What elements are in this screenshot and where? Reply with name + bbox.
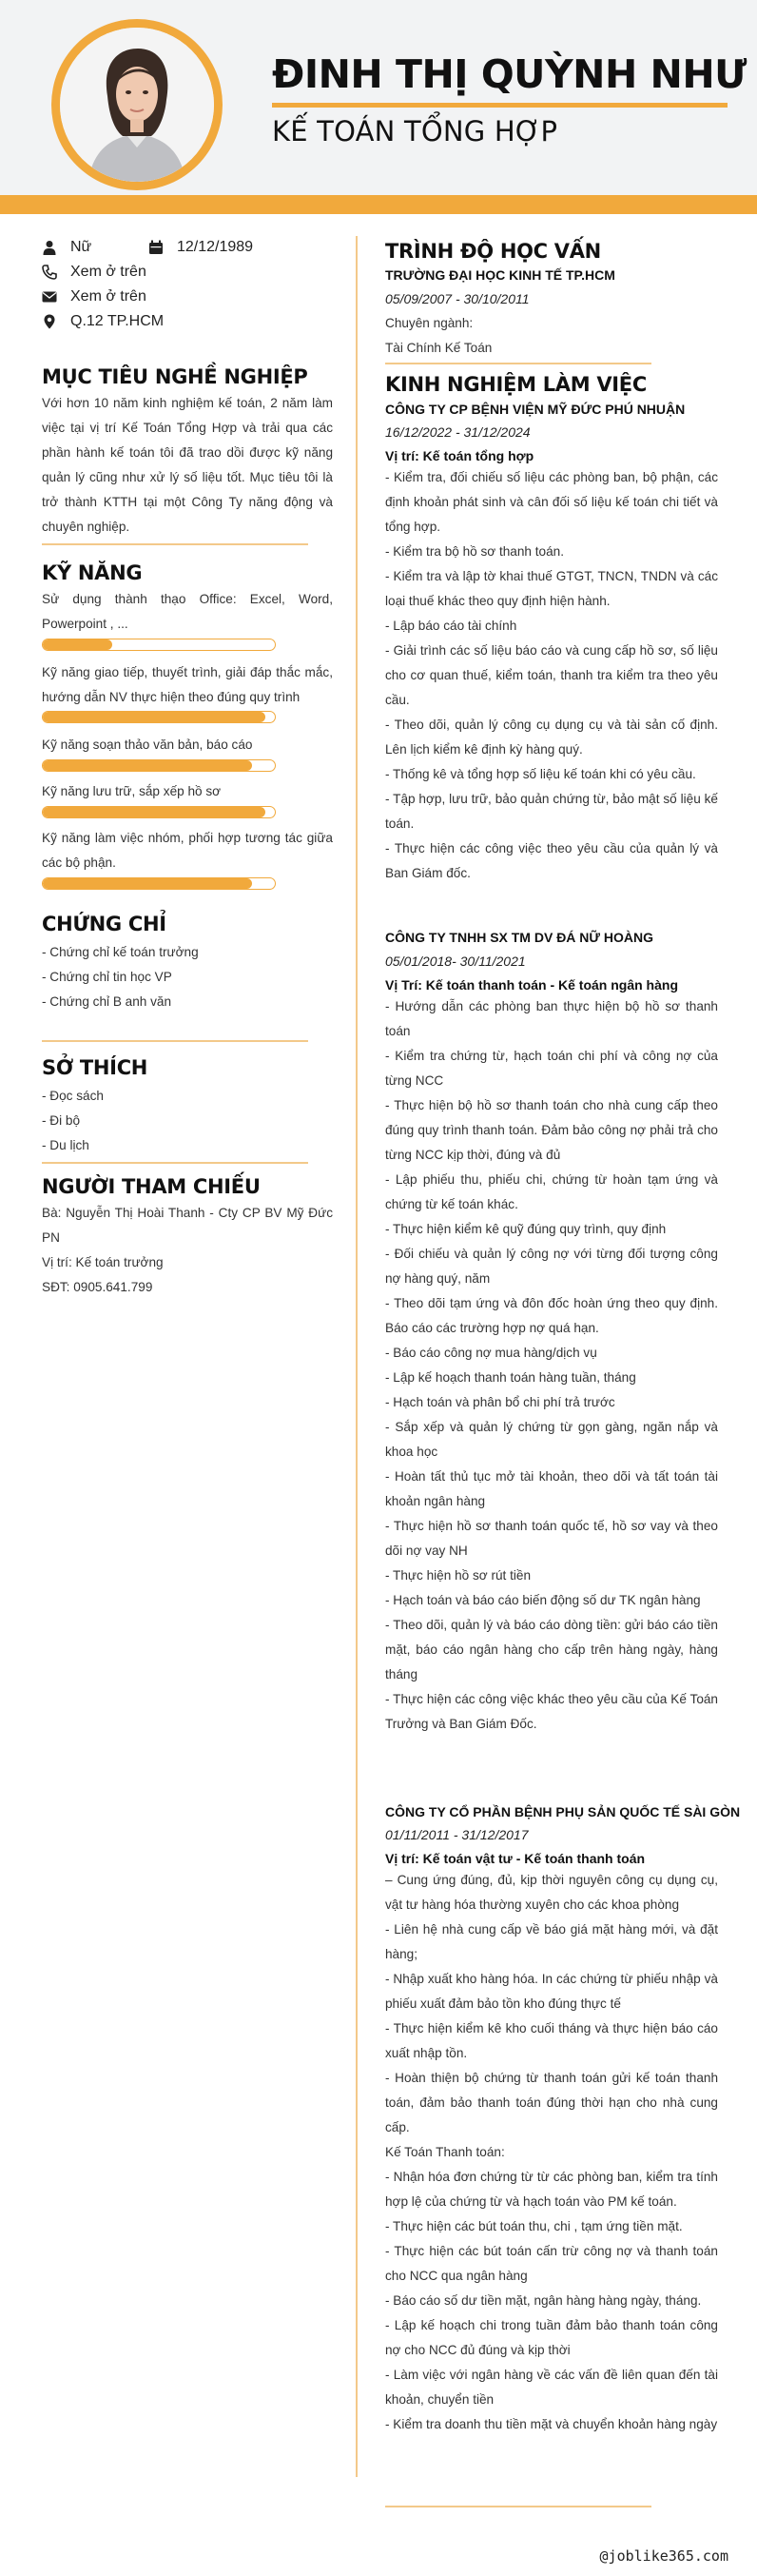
email-value: Xem ở trên (70, 288, 146, 305)
duty-item: Kế Toán Thanh toán: (385, 2145, 505, 2159)
duty-item: - Lập kế hoạch thanh toán hàng tuần, tháng (385, 1370, 636, 1385)
duty-item: - Thống kê và tổng hợp số liệu kế toán khi có yêu cầu. (385, 767, 696, 781)
job-dates: 16/12/2022 - 31/12/2024 (385, 424, 531, 440)
skill-label: Kỹ năng làm việc nhóm, phối hợp tương tác giữa các bộ phận. (42, 831, 333, 870)
duty-item: - Thực hiện các công việc theo yêu cầu của quản lý và Ban Giám đốc. (385, 841, 718, 880)
duty-item: - Thực hiện hồ sơ rút tiền (385, 1568, 532, 1583)
skill-label: Kỹ năng giao tiếp, thuyết trình, giải đáp thắc mắc, hướng dẫn NV thực hiện theo đúng quy trình (42, 665, 333, 704)
duty-item: - Kiểm tra bộ hồ sơ thanh toán. (385, 544, 565, 559)
duty-item: - Thực hiện hồ sơ thanh toán quốc tế, hồ sơ vay và theo dõi nợ vay NH (385, 1519, 718, 1558)
education-school: TRƯỜNG ĐẠI HỌC KINH TẾ TP.HCM (385, 267, 615, 283)
phone-row (42, 261, 146, 284)
duty-item: - Thực hiện các bút toán thu, chi , tạm ứng tiền mặt. (385, 2219, 683, 2233)
avatar (60, 28, 214, 182)
user-icon (42, 240, 57, 255)
skills-title: KỸ NĂNG (42, 561, 143, 584)
certificates-title: CHỨNG CHỈ (42, 913, 166, 935)
certificates-divider (42, 1040, 308, 1042)
skill-label: Sử dụng thành thạo Office: Excel, Word, Powerpoint , ... (42, 592, 333, 631)
education-dates: 05/09/2007 - 30/10/2011 (385, 291, 530, 306)
job-position: Vị trí: Kế toán tổng hợp (385, 448, 534, 463)
list-item: - Đi bộ (42, 1113, 81, 1128)
duty-item: - Lập phiếu thu, phiếu chi, chứng từ hoàn tạm ứng và chứng từ kế toán khác. (385, 1172, 718, 1211)
gender-row (42, 236, 91, 259)
duty-item: - Hướng dẫn các phòng ban thực hiện bộ hồ sơ thanh toán (385, 999, 718, 1038)
objective-text: Với hơn 10 năm kinh nghiệm kế toán, 2 năm làm việc tại vị trí Kế Toán Tổng Hợp và trải qua các phần hành kế toán tôi đã trao dồi được kỹ năng quản lý cũng như xử lý số liệu tốt. Mục tiêu tôi là trở thành KTTH tại một Công Ty năng động và chuyên nghiệp. (42, 396, 333, 534)
job-position: Vị trí: Kế toán vật tư - Kế toán thanh toán (385, 1851, 646, 1866)
education-major: Tài Chính Kế Toán (385, 341, 493, 355)
hobbies-title: SỞ THÍCH (42, 1056, 148, 1079)
duty-item: - Tập hợp, lưu trữ, bảo quản chứng từ, bảo mật số liệu kế toán. (385, 792, 718, 831)
phone-value: Xem ở trên (70, 264, 146, 280)
avatar-frame (51, 19, 223, 190)
phone-icon (42, 265, 57, 280)
duty-item: - Đối chiếu và quản lý công nợ với từng đối tượng công nợ hàng quý, năm (385, 1247, 718, 1286)
job-position: Vị Trí: Kế toán thanh toán - Kế toán ngân hàng (385, 977, 678, 993)
skill-bar-fill (43, 807, 265, 817)
reference-person: Bà: Nguyễn Thị Hoài Thanh - Cty CP BV Mỹ Đức PN (42, 1206, 333, 1245)
duty-item: - Lập kế hoạch chi trong tuần đảm bảo thanh toán công nợ cho NCC đủ đúng và kịp thời (385, 2318, 718, 2357)
header-accent-bar (0, 195, 757, 214)
job-duties (385, 1868, 718, 2437)
education-divider (385, 363, 651, 364)
duty-item: – Cung ứng đúng, đủ, kịp thời nguyên công cụ dụng cụ, vật tư hàng hóa thường xuyên cho các khoa phòng (385, 1873, 718, 1912)
duty-item: - Kiểm tra, đối chiếu số liệu các phòng ban, bộ phận, các định khoản phát sinh và cân đối số liệu kế toán chi tiết và tổng hợp. (385, 470, 718, 534)
candidate-job-title: KẾ TOÁN TỔNG HỢP (272, 115, 558, 147)
references-title: NGƯỜI THAM CHIẾU (42, 1175, 261, 1198)
experience-divider (385, 2506, 651, 2507)
job-dates: 01/11/2011 - 31/12/2017 (385, 1827, 529, 1842)
duty-item: - Nhập xuất kho hàng hóa. In các chứng từ phiếu nhập và phiếu xuất đảm bảo tồn kho đúng thực tế (385, 1972, 718, 2011)
location-icon (42, 314, 57, 329)
birthday-row (148, 236, 253, 259)
duty-item: - Thực hiện các công việc khác theo yêu cầu của Kế Toán Trưởng và Ban Giám Đốc. (385, 1692, 718, 1731)
duty-item: - Theo dõi, quản lý và báo cáo dòng tiền: gửi báo cáo tiền mặt, báo cáo ngân hàng cho cấp trên hàng ngày, hàng tháng (385, 1618, 718, 1681)
skill-bar-fill (43, 639, 112, 650)
name-underline (272, 103, 728, 108)
duty-item: - Nhận hóa đơn chứng từ từ các phòng ban, kiểm tra tính hợp lệ của chứng từ và hạch toán vào PM kế toán. (385, 2170, 718, 2209)
duty-item: - Liên hệ nhà cung cấp về báo giá mặt hàng mới, và đặt hàng; (385, 1922, 718, 1961)
job-duties (385, 994, 718, 1737)
skill-bar-fill (43, 760, 252, 771)
duty-item: - Báo cáo công nợ mua hàng/dịch vụ (385, 1346, 597, 1360)
duty-item: - Theo dõi tạm ứng và đôn đốc hoàn ứng theo quy định. Báo cáo các trường hợp nợ quá hạn. (385, 1296, 718, 1335)
skill-bar (42, 806, 276, 818)
candidate-name: ĐINH THỊ QUỲNH NHƯ (272, 51, 747, 97)
list-item: - Chứng chỉ tin học VP (42, 970, 172, 984)
skill-label: Kỹ năng soạn thảo văn bản, báo cáo (42, 737, 253, 752)
skill-bar (42, 639, 276, 651)
skill-bar (42, 877, 276, 890)
skill-bar-fill (43, 878, 252, 889)
duty-item: - Làm việc với ngân hàng về các vấn đề liên quan đến tài khoản, chuyển tiền (385, 2368, 718, 2407)
duty-item: - Giải trình các số liệu báo cáo và cung cấp hồ sơ, số liệu cho cơ quan thuế, kiểm toán, thanh tra kiểm tra theo yêu cầu. (385, 643, 718, 707)
footer-watermark: @joblike365.com (599, 2547, 728, 2565)
skill-bar-fill (43, 712, 265, 722)
email-icon (42, 289, 57, 305)
duty-item: - Thực hiện bộ hồ sơ thanh toán cho nhà cung cấp theo đúng quy trình thanh toán. Đảm bảo công nợ phải trả cho từng NCC kịp thời, đúng và đủ (385, 1098, 718, 1162)
duty-item: - Kiểm tra và lập tờ khai thuế GTGT, TNCN, TNDN và các loại thuế khác theo quy định hiện hành. (385, 569, 718, 608)
hobbies-divider (42, 1162, 308, 1164)
job-duties (385, 465, 718, 886)
duty-item: - Hạch toán và phân bổ chi phí trả trước (385, 1395, 615, 1409)
calendar-icon (148, 240, 164, 255)
objective-title: MỤC TIÊU NGHỀ NGHIỆP (42, 365, 308, 388)
job-dates: 05/01/2018- 30/11/2021 (385, 954, 526, 969)
duty-item: - Lập báo cáo tài chính (385, 619, 517, 633)
column-divider (356, 236, 358, 2477)
duty-item: - Thực hiện các bút toán cấn trừ công nợ và thanh toán cho NCC qua ngân hàng (385, 2244, 718, 2283)
skill-bar (42, 711, 276, 723)
email-row (42, 285, 146, 308)
experience-title: KINH NGHIỆM LÀM VIỆC (385, 373, 647, 396)
birthday-value: 12/12/1989 (177, 239, 254, 255)
list-item: - Chứng chỉ B anh văn (42, 994, 172, 1009)
reference-position: Vị trí: Kế toán trưởng (42, 1255, 164, 1269)
duty-item: - Kiểm tra doanh thu tiền mặt và chuyển khoản hàng ngày (385, 2417, 718, 2431)
list-item: - Du lịch (42, 1138, 89, 1152)
duty-item: - Sắp xếp và quản lý chứng từ gọn gàng, ngăn nắp và khoa học (385, 1420, 718, 1459)
skill-bar (42, 759, 276, 772)
duty-item: - Thực hiện kiểm kê quỹ đúng quy trình, quy định (385, 1222, 667, 1236)
duty-item: - Báo cáo số dư tiền mặt, ngân hàng hàng ngày, tháng. (385, 2293, 702, 2308)
address-value: Q.12 TP.HCM (70, 313, 165, 329)
reference-phone: SĐT: 0905.641.799 (42, 1280, 153, 1294)
duty-item: - Theo dõi, quản lý công cụ dụng cụ và tài sản cố định. Lên lịch kiểm kê định kỳ hàng quý. (385, 718, 718, 757)
skill-label: Kỹ năng lưu trữ, sắp xếp hồ sơ (42, 784, 222, 798)
duty-item: - Hoàn thiện bộ chứng từ thanh toán gửi kế toán thanh toán, đảm bảo thanh toán đúng thời hạn cho nhà cung cấp. (385, 2071, 718, 2134)
education-major-label: Chuyên ngành: (385, 316, 474, 330)
address-row (42, 310, 164, 333)
job-company: CÔNG TY TNHH SX TM DV ĐÁ NỮ HOÀNG (385, 930, 654, 945)
duty-item: - Kiểm tra chứng từ, hạch toán chi phí và công nợ của từng NCC (385, 1049, 718, 1088)
education-title: TRÌNH ĐỘ HỌC VẤN (385, 240, 601, 263)
job-company: CÔNG TY CP BỆNH VIỆN MỸ ĐỨC PHÚ NHUẬN (385, 402, 686, 417)
list-item: - Đọc sách (42, 1089, 104, 1103)
duty-item: - Thực hiện kiểm kê kho cuối tháng và thực hiện báo cáo xuất nhập tồn. (385, 2021, 718, 2060)
gender-value: Nữ (70, 239, 92, 255)
list-item: - Chứng chỉ kế toán trưởng (42, 945, 199, 959)
objective-divider (42, 543, 308, 545)
duty-item: - Hạch toán và báo cáo biến động số dư TK ngân hàng (385, 1593, 701, 1607)
duty-item: - Hoàn tất thủ tục mở tài khoản, theo dõi và tất toán tài khoản ngân hàng (385, 1469, 718, 1508)
job-company: CÔNG TY CỔ PHẦN BỆNH PHỤ SẢN QUỐC TẾ SÀI GÒN (385, 1804, 741, 1819)
